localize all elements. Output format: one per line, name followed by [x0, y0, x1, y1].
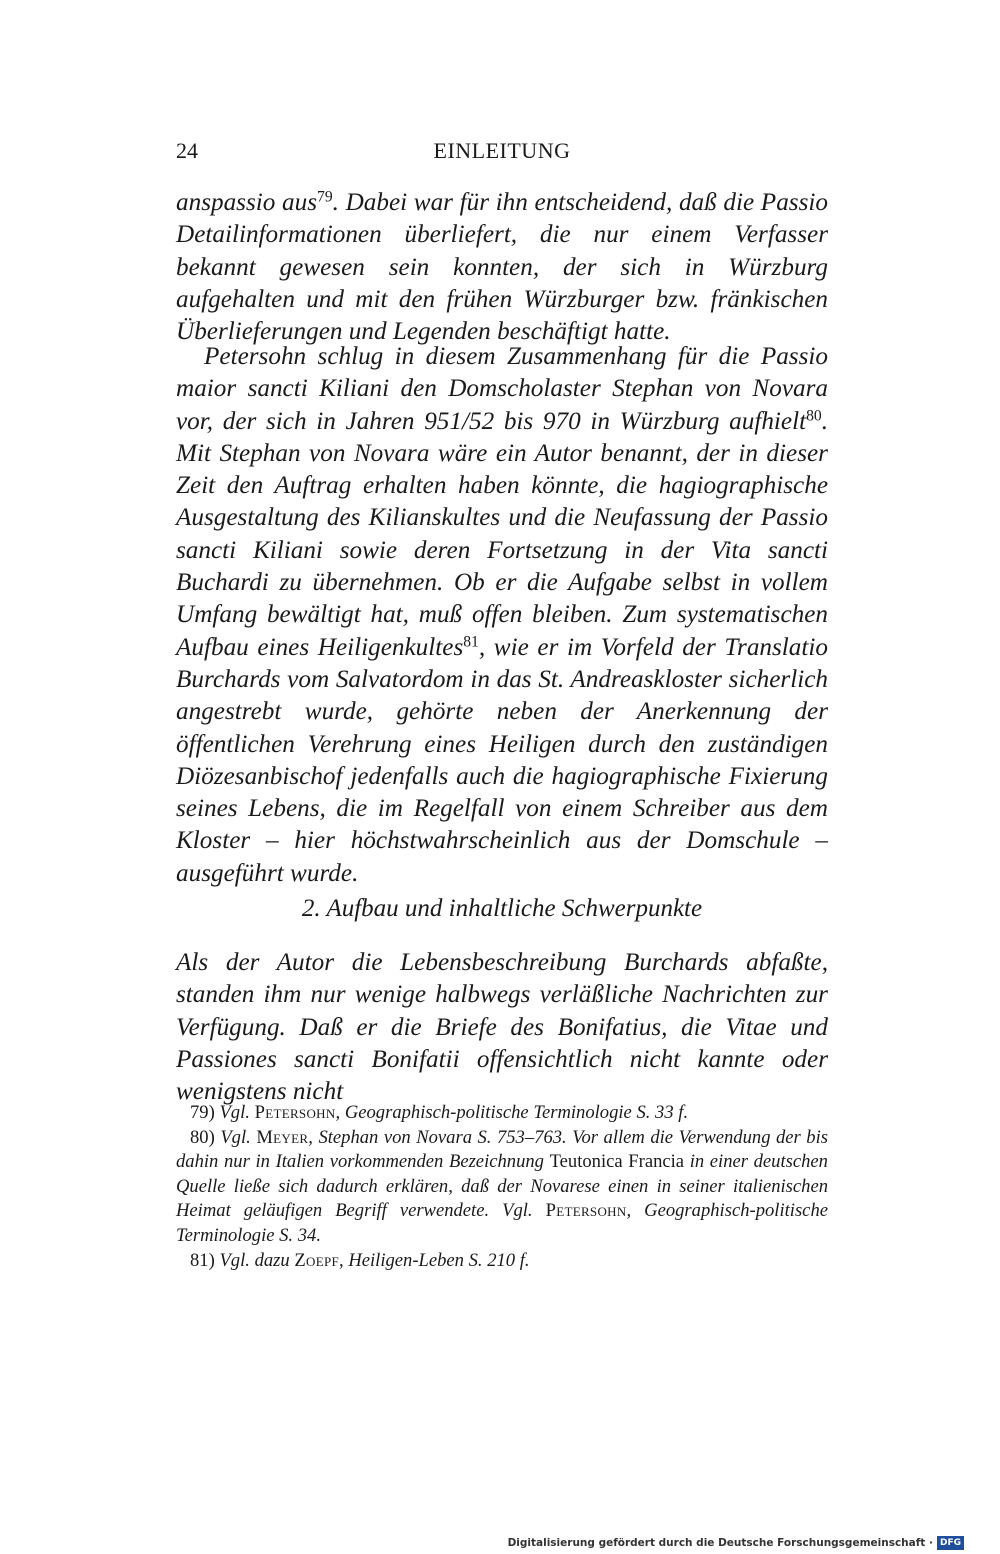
page-number: 24: [176, 138, 198, 163]
footnote-term: Teutonica Francia: [549, 1151, 685, 1173]
footnote-text: Vgl.: [219, 1102, 250, 1123]
footnote-text: , Stephan von Novara S. 753–763. Vor allem die Verwendung der bis dahin nur in Italien vorkommenden Bezeichnung: [176, 1126, 828, 1173]
paragraph-2-text-2: . Mit Stephan von Novara wäre ein Autor benannt, der in dieser Zeit den Auftrag erhalten haben könnte, die hagiographische Ausgestaltung des Kilianskultes und die Neufassung der Passio sancti Kiliani sowie deren Fortsetzung in der Vita sancti Buchardi zu übernehmen. Ob er die Aufgabe selbst in vollem Umfang bewältigt hat, muß offen bleiben. Zum systematischen Aufbau eines Heiligenkultes: [176, 407, 828, 661]
footnote-number: 80): [190, 1126, 215, 1148]
dfg-logo: DFG: [937, 1536, 964, 1550]
footnote-number: 79): [190, 1102, 215, 1123]
paragraph-2: [176, 341, 828, 890]
section-heading: 2. Aufbau und inhaltliche Schwerpunkte: [301, 895, 703, 922]
paragraph-2-text-1: Petersohn schlug in diesem Zusammenhang für die Passio maior sancti Kiliani den Domscholaster Stephan von Novara vor, der sich in Jahren 951/52 bis 970 in Würzburg aufhielt: [176, 343, 828, 435]
footnote-80: [176, 1126, 828, 1249]
footnote-author: Petersohn: [254, 1102, 336, 1123]
footnote-author: Zoepf: [294, 1249, 340, 1271]
footnote-81: [176, 1249, 828, 1274]
footnote-author: Petersohn: [545, 1200, 627, 1222]
footnote-text: , Geographisch-politische Terminologie S. 34.: [176, 1200, 828, 1246]
page-header: [176, 138, 828, 170]
footnotes: [176, 1101, 828, 1273]
footnote-text: , Geographisch-politische Terminologie S. 33 f.: [335, 1102, 689, 1123]
paragraph-1-text-1: anspassio aus: [176, 189, 318, 216]
footnote-author: Meyer: [256, 1126, 309, 1148]
digitization-credit: [508, 1535, 964, 1551]
footnote-79: [176, 1101, 828, 1126]
footnote-text: Vgl.: [220, 1126, 251, 1148]
footnote-number: 81): [190, 1249, 215, 1271]
footnote-text: in einer deutschen Quelle ließe sich dadurch erklären, daß der Novarese einen in seiner italienischen Heimat geläufigen Begriff verwendete. Vgl.: [176, 1151, 828, 1222]
footnote-ref-79[interactable]: 79: [317, 188, 333, 206]
paragraph-3-text: Als der Autor die Lebensbeschreibung Burchards abfaßte, standen ihm nur wenige halbwegs verläßliche Nachrichten zur Verfügung. Daß er die Briefe des Bonifatius, die Vitae und Passiones sancti Bonifatii offensichtlich nicht kannte oder wenigstens nicht: [176, 949, 828, 1106]
paragraph-3: [176, 947, 828, 1108]
credit-text: Digitalisierung gefördert durch die Deutsche Forschungsgemeinschaft ·: [507, 1537, 933, 1549]
paragraph-2-text-3: , wie er im Vorfeld der Translatio Burchards vom Salvatordom in das St. Andreaskloster sicherlich angestrebt wurde, gehörte neben der Anerkennung der öffentlichen Verehrung eines Heiligen durch den zuständigen Diözesanbischof jedenfalls auch die hagiographische Fixierung seines Lebens, die im Regelfall von einem Schreiber aus dem Kloster – hier höchstwahrscheinlich aus der Domschule – ausgeführt wurde.: [176, 633, 828, 887]
footnote-ref-80[interactable]: 80: [806, 407, 822, 425]
paragraph-1: [176, 187, 828, 348]
footnote-text: , Heiligen-Leben S. 210 f.: [339, 1249, 530, 1271]
footnote-text: Vgl. dazu: [219, 1249, 290, 1271]
footnote-ref-81[interactable]: 81: [463, 633, 479, 651]
paragraph-1-text-2: . Dabei war für ihn entscheidend, daß die Passio Detailinformationen überliefert, die nur einem Verfasser bekannt gewesen sein konnten, der sich in Würzburg aufgehalten und mit den frühen Würzburger bzw. fränkischen Überlieferungen und Legenden beschäftigt hatte.: [176, 189, 828, 346]
running-head: EINLEITUNG: [433, 138, 571, 163]
